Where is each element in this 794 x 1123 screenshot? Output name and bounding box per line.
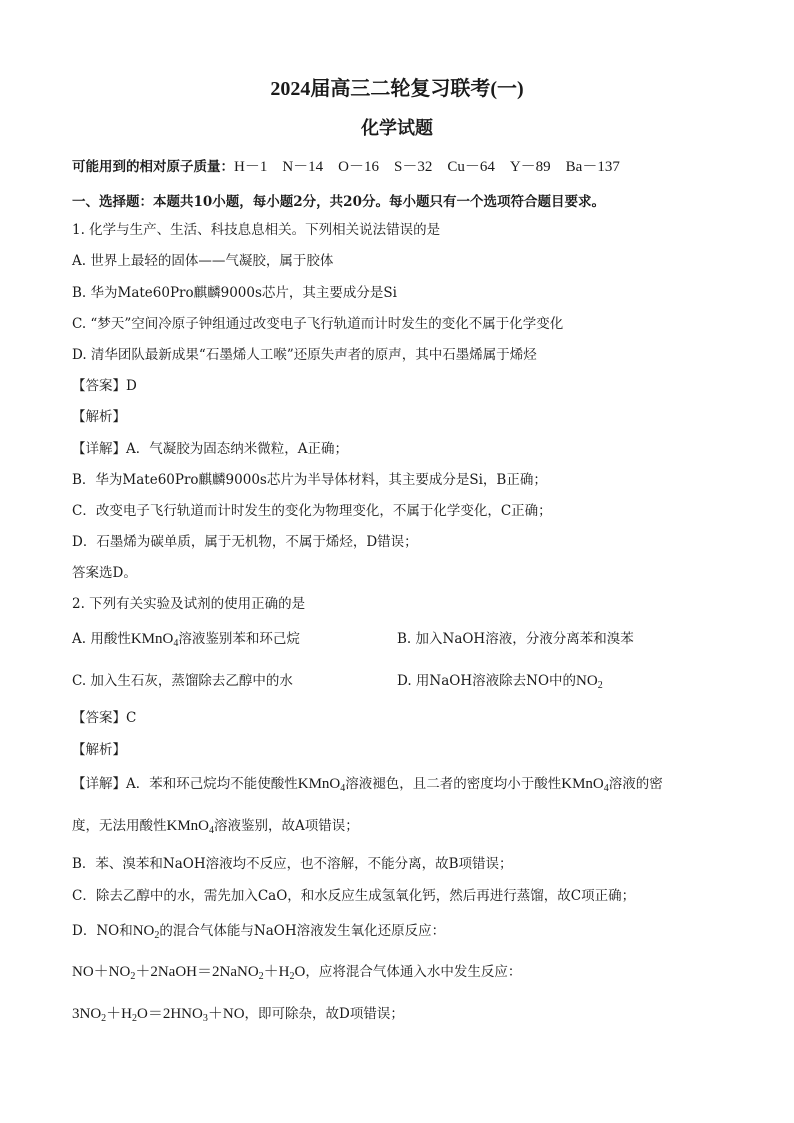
- formula-kmno4: KMnO$_4$: [297, 776, 346, 794]
- q1-option-c: C. “梦天”空间冷原子钟组通过改变电子飞行轨道而计时发生的变化不属于化学变化: [72, 316, 564, 332]
- q2-detail-c: C．除去乙醇中的水，需先加入CaO，和水反应生成氢氧化钙，然后再进行蒸馏，故C项正确；: [72, 888, 636, 904]
- formula-kmno4: KMnO$_4$: [561, 776, 609, 794]
- equation-2: $3NO_2+H_2O=2HNO_3+NO$: [72, 1006, 245, 1024]
- q2-option-d-text: D. 用NaOH溶液除去NO中的: [397, 673, 577, 689]
- q1-stem: 1. 化学与生产、生活、科技息息相关。下列相关说法错误的是: [72, 222, 441, 238]
- q1-option-a: A. 世界上最轻的固体——气凝胶，属于胶体: [72, 253, 334, 269]
- q2-option-b: B. 加入NaOH溶液，分液分离苯和溴苯: [397, 631, 634, 647]
- q2-option-a-text-post: 溶液鉴别苯和环己烷: [178, 631, 300, 647]
- q2-detail-b: B．苯、溴苯和NaOH溶液均不反应，也不溶解，不能分离，故B项错误；: [72, 856, 513, 872]
- q2-detail-a-line1: 【详解】A．苯和环己烷均不能使酸性KMnO$_4$溶液褪色，且二者的密度均小于酸性KMnO$_4$溶液的密: [72, 776, 663, 794]
- q2-option-c: C. 加入生石灰，蒸馏除去乙醇中的水: [72, 673, 293, 689]
- q1-option-d: D. 清华团队最新成果“石墨烯人工喉”还原失声者的原声，其中石墨烯属于烯烃: [72, 347, 537, 363]
- q2-detail-d: D．NO和$NO_2$的混合气体能与NaOH溶液发生氧化还原反应：: [72, 923, 446, 941]
- q1-answer: 【答案】D: [72, 378, 137, 394]
- formula-kmno4: KMnO$_4$: [166, 818, 215, 836]
- q2-option-a-text-pre: A. 用酸性: [72, 631, 131, 647]
- formula-no2: $NO_2$: [576, 673, 603, 691]
- q2-stem: 2. 下列有关实验及试剂的使用正确的是: [72, 596, 306, 612]
- atomic-masses-label: 可能用到的相对原子质量：: [72, 159, 234, 175]
- atomic-masses-line: [72, 155, 620, 176]
- formula-no2: $NO_2$: [132, 923, 160, 941]
- q1-detail-a: 【详解】A．气凝胶为固态纳米微粒，A正确；: [72, 441, 348, 457]
- q1-detail-d: D．石墨烯为碳单质，属于无机物，不属于烯烃，D错误；: [72, 534, 418, 550]
- q2-equation-2-line: $3NO_2+H_2O=2HNO_3+NO$，即可除杂，故D项错误；: [72, 1006, 404, 1024]
- q2-answer: 【答案】C: [72, 710, 137, 726]
- equation-1: $NO+NO_2+2NaOH=2NaNO_2+H_2O$: [72, 964, 306, 982]
- atomic-masses-values: H－1 N－14 O－16 S－32 Cu－64 Y－89 Ba－137: [234, 159, 620, 175]
- q1-option-b: B. 华为Mate60Pro麒麟9000s芯片，其主要成分是Si: [72, 285, 397, 301]
- q2-equation-1-line: $NO+NO_2+2NaOH=2NaNO_2+H_2O$，应将混合气体通入水中发生反应：: [72, 964, 522, 982]
- q2-option-d: [397, 669, 603, 690]
- subject-title: 化学试题: [361, 118, 433, 139]
- exam-title: 2024届高三二轮复习联考(一): [270, 78, 524, 100]
- q2-detail-a-line2: 度，无法用酸性KMnO$_4$溶液鉴别，故A项错误；: [72, 818, 359, 836]
- formula-kmno4: KMnO$_4$: [130, 631, 179, 649]
- q2-option-a: [72, 627, 300, 648]
- q1-detail-c: C．改变电子飞行轨道而计时发生的变化为物理变化，不属于化学变化，C正确；: [72, 503, 552, 519]
- section-heading: 一、选择题：本题共10小题，每小题2分，共20分。每小题只有一个选项符合题目要求。: [72, 194, 605, 210]
- q1-conclusion: 答案选D。: [72, 565, 137, 581]
- q2-analysis-label: 【解析】: [72, 742, 126, 758]
- q1-analysis-label: 【解析】: [72, 409, 126, 425]
- q1-detail-b: B．华为Mate60Pro麒麟9000s芯片为半导体材料，其主要成分是Si，B正确；: [72, 472, 547, 488]
